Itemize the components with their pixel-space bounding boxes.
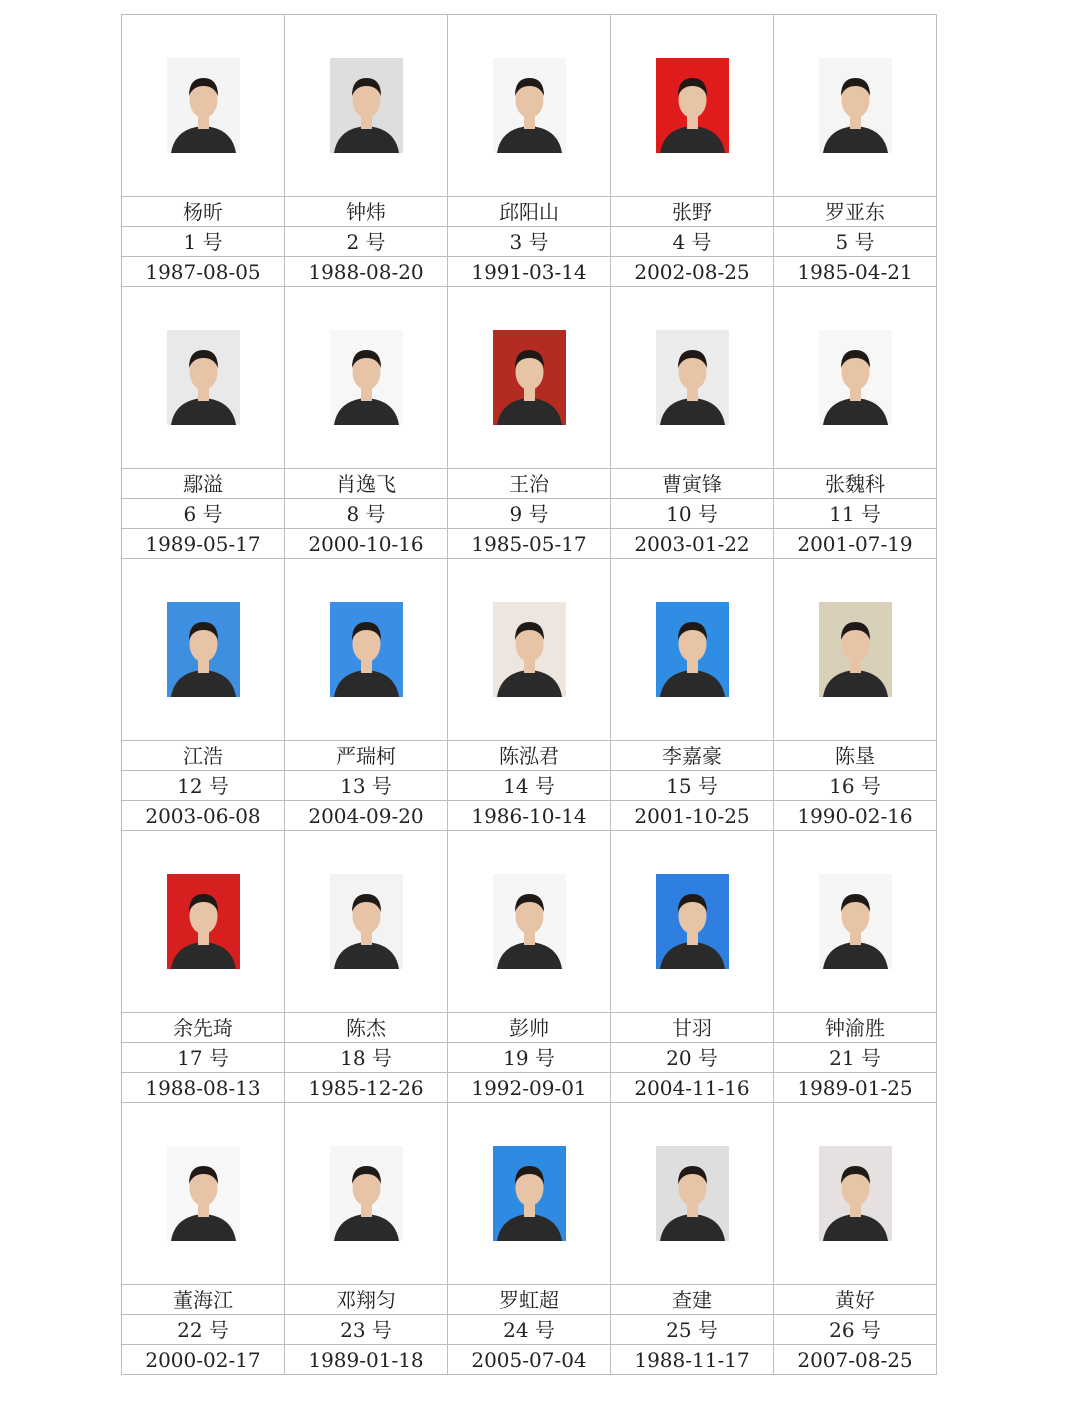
player-birthdate: 1989-05-17 [121,528,285,559]
player-number: 19 号 [447,1042,611,1073]
player-name: 王治 [447,468,611,499]
player-name: 陈杰 [284,1012,448,1043]
player-number: 11 号 [773,498,937,529]
player-photo [819,602,892,697]
player-name: 甘羽 [610,1012,774,1043]
player-name: 张野 [610,196,774,227]
photo-row [121,830,941,1012]
photo-cell [447,286,611,469]
photo-cell [447,14,611,197]
player-number: 15 号 [610,770,774,801]
player-number: 1 号 [121,226,285,257]
player-block [121,558,941,830]
photo-cell [447,558,611,741]
photo-cell [610,14,774,197]
number-row [121,1314,941,1344]
number-row [121,226,941,256]
player-photo [167,330,240,425]
photo-cell [284,558,448,741]
player-photo [656,330,729,425]
player-birthdate: 1992-09-01 [447,1072,611,1103]
player-name: 李嘉豪 [610,740,774,771]
player-birthdate: 2000-02-17 [121,1344,285,1375]
player-number: 20 号 [610,1042,774,1073]
player-birthdate: 2001-07-19 [773,528,937,559]
player-birthdate: 1988-11-17 [610,1344,774,1375]
player-birthdate: 2000-10-16 [284,528,448,559]
photo-cell [121,558,285,741]
birthdate-row [121,1072,941,1102]
photo-cell [121,1102,285,1285]
player-number: 4 号 [610,226,774,257]
player-name: 钟炜 [284,196,448,227]
player-birthdate: 1989-01-18 [284,1344,448,1375]
photo-cell [284,830,448,1013]
player-number: 13 号 [284,770,448,801]
player-photo [656,874,729,969]
player-name: 陈垦 [773,740,937,771]
photo-row [121,558,941,740]
player-roster-table [121,14,941,1374]
photo-cell [447,1102,611,1285]
player-number: 8 号 [284,498,448,529]
name-row [121,468,941,498]
player-name: 张魏科 [773,468,937,499]
player-number: 14 号 [447,770,611,801]
player-number: 16 号 [773,770,937,801]
player-name: 陈泓君 [447,740,611,771]
number-row [121,498,941,528]
photo-cell [610,558,774,741]
player-number: 23 号 [284,1314,448,1345]
player-number: 26 号 [773,1314,937,1345]
player-birthdate: 1987-08-05 [121,256,285,287]
player-name: 罗虹超 [447,1284,611,1315]
player-photo [167,1146,240,1241]
player-photo [493,58,566,153]
photo-cell [284,1102,448,1285]
player-name: 肖逸飞 [284,468,448,499]
player-photo [330,330,403,425]
player-birthdate: 2003-01-22 [610,528,774,559]
photo-cell [121,286,285,469]
player-block [121,830,941,1102]
player-photo [656,1146,729,1241]
birthdate-row [121,800,941,830]
player-birthdate: 1991-03-14 [447,256,611,287]
player-birthdate: 2004-09-20 [284,800,448,831]
photo-cell [773,14,937,197]
player-birthdate: 2004-11-16 [610,1072,774,1103]
player-birthdate: 1989-01-25 [773,1072,937,1103]
player-number: 9 号 [447,498,611,529]
player-photo [656,602,729,697]
player-number: 10 号 [610,498,774,529]
player-number: 3 号 [447,226,611,257]
player-birthdate: 1990-02-16 [773,800,937,831]
player-photo [167,58,240,153]
player-photo [656,58,729,153]
player-birthdate: 1985-05-17 [447,528,611,559]
photo-row [121,286,941,468]
player-name: 查建 [610,1284,774,1315]
name-row [121,1284,941,1314]
player-name: 罗亚东 [773,196,937,227]
player-name: 黄好 [773,1284,937,1315]
player-photo [819,874,892,969]
photo-cell [121,830,285,1013]
number-row [121,770,941,800]
player-birthdate: 1985-04-21 [773,256,937,287]
name-row [121,1012,941,1042]
player-photo [819,58,892,153]
player-photo [493,1146,566,1241]
player-name: 杨昕 [121,196,285,227]
player-name: 邱阳山 [447,196,611,227]
player-photo [167,602,240,697]
player-birthdate: 1985-12-26 [284,1072,448,1103]
player-name: 邓翔匀 [284,1284,448,1315]
player-number: 21 号 [773,1042,937,1073]
player-number: 24 号 [447,1314,611,1345]
player-name: 江浩 [121,740,285,771]
player-block [121,286,941,558]
player-number: 25 号 [610,1314,774,1345]
player-name: 严瑞柯 [284,740,448,771]
photo-cell [773,830,937,1013]
photo-cell [284,14,448,197]
photo-row [121,1102,941,1284]
player-photo [493,330,566,425]
player-number: 22 号 [121,1314,285,1345]
photo-cell [121,14,285,197]
photo-cell [610,830,774,1013]
player-name: 董海江 [121,1284,285,1315]
player-photo [167,874,240,969]
player-name: 钟渝胜 [773,1012,937,1043]
player-birthdate: 1988-08-13 [121,1072,285,1103]
player-photo [330,602,403,697]
player-birthdate: 2005-07-04 [447,1344,611,1375]
player-photo [819,330,892,425]
player-number: 18 号 [284,1042,448,1073]
player-photo [330,58,403,153]
player-birthdate: 2003-06-08 [121,800,285,831]
player-number: 12 号 [121,770,285,801]
photo-cell [610,286,774,469]
player-name: 余先琦 [121,1012,285,1043]
player-photo [330,874,403,969]
player-number: 2 号 [284,226,448,257]
player-photo [493,874,566,969]
player-photo [330,1146,403,1241]
player-name: 彭帅 [447,1012,611,1043]
photo-cell [773,1102,937,1285]
player-number: 5 号 [773,226,937,257]
photo-cell [773,558,937,741]
photo-cell [610,1102,774,1285]
photo-cell [284,286,448,469]
player-block [121,14,941,286]
name-row [121,196,941,226]
player-birthdate: 2001-10-25 [610,800,774,831]
player-birthdate: 1988-08-20 [284,256,448,287]
player-number: 17 号 [121,1042,285,1073]
player-block [121,1102,941,1374]
birthdate-row [121,1344,941,1374]
player-birthdate: 2002-08-25 [610,256,774,287]
player-photo [819,1146,892,1241]
player-name: 曹寅锋 [610,468,774,499]
player-number: 6 号 [121,498,285,529]
number-row [121,1042,941,1072]
name-row [121,740,941,770]
photo-cell [773,286,937,469]
player-name: 鄢溢 [121,468,285,499]
player-birthdate: 1986-10-14 [447,800,611,831]
player-birthdate: 2007-08-25 [773,1344,937,1375]
photo-row [121,14,941,196]
photo-cell [447,830,611,1013]
birthdate-row [121,528,941,558]
player-photo [493,602,566,697]
birthdate-row [121,256,941,286]
